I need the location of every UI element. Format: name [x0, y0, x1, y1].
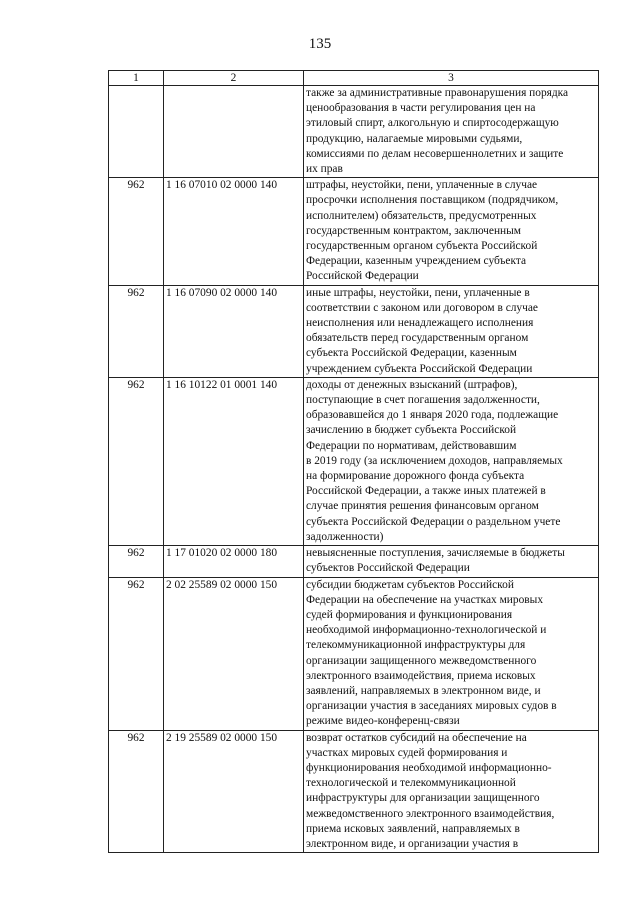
- description-line: приема исковых заявлений, направляемых в: [306, 822, 520, 835]
- budget-code-cell: 1 16 07090 02 0000 140: [164, 285, 304, 377]
- description-cell: [304, 730, 599, 853]
- page-number: 135: [308, 36, 332, 52]
- description-line: иные штрафы, неустойки, пени, уплаченные в: [306, 286, 530, 299]
- table-row: [109, 377, 599, 545]
- description-line: необходимой информационно-технологической и: [306, 624, 547, 637]
- budget-code-cell: 2 02 25589 02 0000 150: [164, 577, 304, 730]
- description-line: образовавшейся до 1 января 2020 года, подлежащие: [306, 409, 559, 422]
- budget-code-cell: [164, 86, 304, 178]
- description-line: субъекта Российской Федерации, казенным: [306, 347, 517, 360]
- budget-revenue-table: [108, 70, 599, 853]
- description-line: также за административные правонарушения порядка: [306, 87, 569, 99]
- description-line: Федерации на обеспечение на участках мировых: [306, 593, 544, 606]
- description-line: инфраструктуры для организации защищенного: [306, 792, 540, 805]
- description-line: государственным контрактом, заключенным: [306, 224, 521, 237]
- description-cell: [304, 178, 599, 285]
- description-line: судей формирования и функционирования: [306, 608, 513, 621]
- table-row: [109, 86, 599, 178]
- description-line: доходы от денежных взысканий (штрафов),: [306, 378, 518, 391]
- admin-code-cell: 962: [109, 377, 164, 545]
- description-line: организации защищенного межведомственного: [306, 654, 537, 667]
- description-line: режиме видео-конференц-связи: [306, 715, 460, 728]
- description-line: их прав: [306, 163, 343, 176]
- description-cell: [304, 86, 599, 178]
- description-line: штрафы, неустойки, пени, уплаченные в случае: [306, 179, 538, 192]
- admin-code-cell: 962: [109, 730, 164, 853]
- description-line: в 2019 году (за исключением доходов, направляемых: [306, 454, 563, 467]
- description-line: зачислению в бюджет субъекта Российской: [306, 424, 517, 437]
- description-line: государственным органом субъекта Российской: [306, 240, 538, 253]
- description-line: задолженности): [306, 530, 384, 543]
- description-line: субъектов Российской Федерации: [306, 562, 470, 575]
- description-line: учреждением субъекта Российской Федерации: [306, 362, 533, 375]
- description-line: электронного взаимодействия, приема исковых: [306, 669, 536, 682]
- description-cell: [304, 285, 599, 377]
- table-row: [109, 178, 599, 285]
- description-line: телекоммуникационной инфраструктуры для: [306, 639, 526, 652]
- description-line: Российской Федерации, а также иных платежей в: [306, 485, 546, 498]
- description-line: комиссиями по делам несовершеннолетних и защите: [306, 147, 564, 160]
- description-line: исполнителем) обязательств, предусмотренных: [306, 209, 537, 222]
- description-line: неисполнения или ненадлежащего исполнения: [306, 317, 534, 330]
- description-line: ценообразования в части регулирования цен на: [306, 102, 536, 115]
- admin-code-cell: 962: [109, 546, 164, 577]
- description-line: субсидии бюджетам субъектов Российской: [306, 578, 514, 591]
- description-line: Федерации по нормативам, действовавшим: [306, 439, 517, 452]
- description-line: функционирования необходимой информационно-: [306, 761, 552, 774]
- description-line: случае принятия решения финансовым органом: [306, 500, 539, 513]
- description-line: технологической и телекоммуникационной: [306, 777, 516, 790]
- budget-code-cell: 1 17 01020 02 0000 180: [164, 546, 304, 577]
- description-line: обязательств перед государственным органом: [306, 332, 529, 345]
- description-line: организации участия в заседаниях мировых судов в: [306, 700, 557, 713]
- description-line: соответствии с законом или договором в случае: [306, 301, 538, 314]
- description-line: участках мировых судей формирования и: [306, 746, 508, 759]
- description-line: продукцию, налагаемые мировыми судьями,: [306, 132, 523, 145]
- table-row: [109, 577, 599, 730]
- description-cell: [304, 577, 599, 730]
- column-header-3: 3: [304, 71, 599, 86]
- admin-code-cell: [109, 86, 164, 178]
- admin-code-cell: 962: [109, 178, 164, 285]
- description-line: субъекта Российской Федерации о раздельном учете: [306, 515, 561, 528]
- description-line: просрочки исполнения поставщиком (подрядчиком,: [306, 194, 559, 207]
- budget-code-cell: 1 16 10122 01 0001 140: [164, 377, 304, 545]
- description-cell: [304, 377, 599, 545]
- description-line: невыясненные поступления, зачисляемые в бюджеты: [306, 547, 565, 560]
- table-row: [109, 546, 599, 577]
- table-row: [109, 285, 599, 377]
- description-line: межведомственного электронного взаимодействия,: [306, 807, 555, 820]
- column-header-1: 1: [109, 71, 164, 86]
- admin-code-cell: 962: [109, 285, 164, 377]
- table-row: [109, 730, 599, 853]
- description-line: на формирование дорожного фонда субъекта: [306, 470, 525, 483]
- description-line: возврат остатков субсидий на обеспечение на: [306, 731, 527, 744]
- budget-code-cell: 1 16 07010 02 0000 140: [164, 178, 304, 285]
- admin-code-cell: 962: [109, 577, 164, 730]
- description-line: этиловый спирт, алкогольную и спиртосодержащую: [306, 117, 559, 130]
- description-line: поступающие в счет погашения задолженности,: [306, 394, 540, 407]
- description-cell: [304, 546, 599, 577]
- table-header-row: [109, 71, 599, 86]
- column-header-2: 2: [164, 71, 304, 86]
- description-line: Российской Федерации: [306, 270, 419, 283]
- budget-code-cell: 2 19 25589 02 0000 150: [164, 730, 304, 853]
- description-line: заявлений, направляемых в электронном виде, и: [306, 684, 541, 697]
- description-line: Федерации, казенным учреждением субъекта: [306, 255, 527, 268]
- description-line: электронном виде, и организации участия в: [306, 837, 519, 850]
